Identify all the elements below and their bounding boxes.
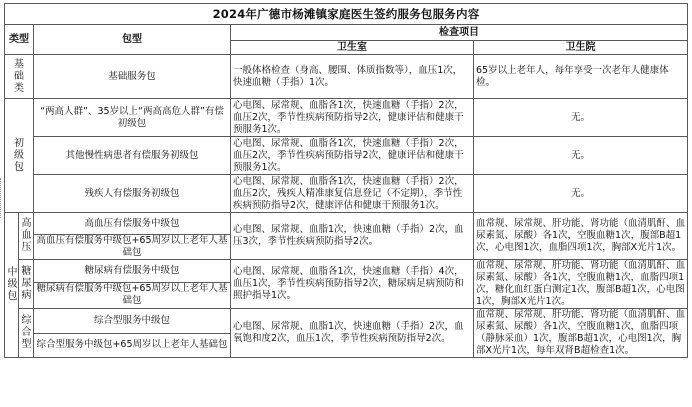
package-primary-2: 其他慢性病患者有偿服务初级包 (34, 137, 231, 175)
package-hypertension-1: 高血压有偿服务中级包 (34, 213, 231, 235)
page-edge-mark (0, 178, 3, 218)
subcategory-comprehensive: 综合型 (19, 309, 34, 358)
header-type: 类型 (5, 25, 34, 55)
table-row-basic (5, 55, 688, 99)
clinic-primary-1: 心电图、尿常规、血脂各1次，快速血糖（手指）2次，血压2次，季节性疾病预防指导2次，健康评估和健康干预服务1次。 (231, 99, 474, 137)
package-hypertension-2: 高血压有偿服务中级包+65周岁以上老年人基础包 (34, 235, 231, 260)
category-primary: 初级包 (5, 99, 34, 213)
hospital-basic: 65岁以上老年人，每年享受一次老年人健康体检。 (474, 55, 688, 99)
hospital-comprehensive: 血常规、尿常规、肝功能、肾功能（血清肌酐、血尿素氮、尿酸）各1次，空腹血糖1次，血脂四项（静脉采血）1次，腹部B超1次，心电图1次，胸部X光片1次，每年双肾B超检查1次。 (474, 309, 688, 358)
package-comprehensive-1: 综合型服务中级包 (34, 309, 231, 334)
header-row-1 (5, 25, 688, 41)
hospital-diabetes: 血常规、尿常规、肝功能、肾功能（血清肌酐、血尿素氮、尿酸）各1次，空腹血糖1次，血脂四项1次，糖化血红蛋白测定1次，腹部B超1次，心电图1次，胸部X光片1次。 (474, 260, 688, 309)
table-row-primary-1 (5, 99, 688, 137)
table-row-primary-3 (5, 175, 688, 213)
table-row-diabetes-1 (5, 260, 688, 283)
hospital-hypertension: 血常规、尿常规、肝功能、肾功能（血清肌酐、血尿素氮、尿酸）各1次，空腹血糖1次，腹部B超1次，心电图1次，血脂四项1次，胸部X光片1次。 (474, 213, 688, 260)
table-title: 2024年广德市杨滩镇家庭医生签约服务包服务内容 (5, 4, 688, 25)
header-clinic: 卫生室 (231, 41, 474, 55)
table-row-primary-2 (5, 137, 688, 175)
hospital-primary-1: 无。 (474, 99, 688, 137)
clinic-comprehensive: 心电图、尿常规、血脂1次，快速血糖（手指）2次，血氧饱和度2次，血压1次，季节性疾病预防指导2次。 (231, 309, 474, 358)
header-package: 包型 (34, 25, 231, 55)
subcategory-diabetes: 糖尿病 (19, 260, 34, 309)
clinic-basic: 一般体格检查（身高、腰围、体质指数等），血压1次，快速血糖（手指）1次。 (231, 55, 474, 99)
package-primary-1: “两高人群”、35岁以上“两高高危人群”有偿初级包 (34, 99, 231, 137)
subcategory-hypertension: 高血压 (19, 213, 34, 260)
package-diabetes-2: 糖尿病有偿服务中级包+65周岁以上老年人基础包 (34, 282, 231, 308)
clinic-diabetes: 心电图、尿常规、血脂各1次，快速血糖（手指）4次，血压1次，季节性疾病预防指导2次，糖尿病足病预防和照护指导1次。 (231, 260, 474, 309)
hospital-primary-2: 无。 (474, 137, 688, 175)
package-diabetes-1: 糖尿病有偿服务中级包 (34, 260, 231, 283)
clinic-hypertension: 心电图、尿常规、血脂1次，快速血糖（手指）2次，血压3次，季节性疾病预防指导2次。 (231, 213, 474, 260)
category-middle: 中级包 (5, 213, 19, 358)
package-comprehensive-2: 综合型服务中级包+65周岁以上老年人基础包 (34, 333, 231, 358)
package-basic: 基础服务包 (34, 55, 231, 99)
table-row-comprehensive-1 (5, 309, 688, 334)
header-hospital: 卫生院 (474, 41, 688, 55)
hospital-primary-3: 无。 (474, 175, 688, 213)
table-row-hypertension-1 (5, 213, 688, 235)
header-check-items: 检查项目 (231, 25, 688, 41)
package-primary-3: 残疾人有偿服务初级包 (34, 175, 231, 213)
category-basic: 基础类 (5, 55, 34, 99)
clinic-primary-2: 心电图、尿常规、血脂各1次，快速血糖（手指）2次，血压2次，季节性疾病预防指导2次，健康评估和健康干预服务1次。 (231, 137, 474, 175)
service-content-table (4, 3, 688, 358)
table-title-row (5, 4, 688, 25)
clinic-primary-3: 心电图、尿常规、血脂各1次，快速血糖（手指）2次，血压2次，残疾人精准康复信息登记（不定期），季节性疾病预防指导2次，健康评估和健康干预服务1次。 (231, 175, 474, 213)
